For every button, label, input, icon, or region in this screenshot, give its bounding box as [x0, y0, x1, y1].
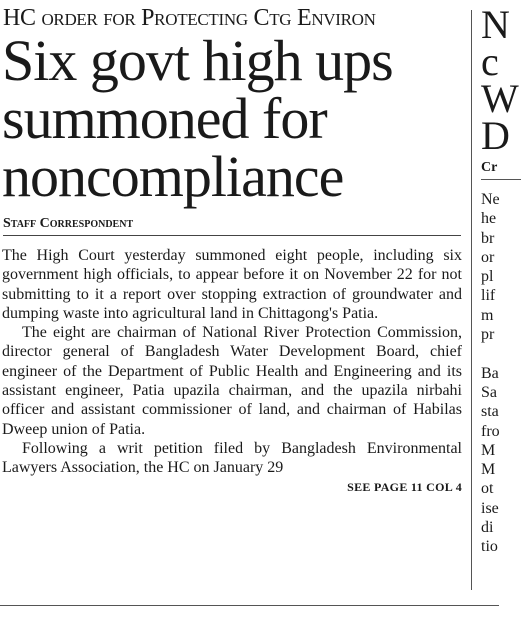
main-article	[0, 4, 466, 596]
side-headline-line: N	[481, 2, 510, 47]
side-body-line: fro	[481, 422, 500, 440]
side-headline-line: c	[481, 39, 499, 84]
side-body	[481, 190, 521, 557]
side-body-line: sta	[481, 403, 499, 421]
side-article	[481, 2, 521, 557]
side-body-line: pr	[481, 326, 495, 344]
article-headline: Six govt high ups summoned for noncompliance	[2, 28, 393, 209]
article-body	[2, 246, 462, 478]
column-divider	[471, 10, 472, 590]
article-byline: Staff Correspondent	[3, 216, 461, 236]
side-headline-line: D	[481, 113, 510, 158]
continuation-note: SEE PAGE 11 COL 4	[347, 479, 462, 494]
article-paragraph: The eight are chairman of National River Protection Commission, director general of Bangladesh Water Development Board, chief engineer of the Department of Public Health and Engineering and its assistant engineer, Patia upazila chairman, and the upazila nirbahi officer and assistant commissioner of land, and chairman of Habilas Dweep union of Patia.	[2, 324, 462, 438]
side-headline-line: W	[481, 76, 519, 121]
side-body-line: di	[481, 519, 494, 537]
article-paragraph: Following a writ petition filed by Bangladesh Environmental Lawyers Association, the HC on January 29	[2, 439, 462, 477]
side-body-line: ot	[481, 480, 494, 498]
side-body-line: tio	[481, 538, 498, 556]
side-body-line: he	[481, 210, 497, 228]
side-body-line: pl	[481, 268, 494, 286]
side-body-line: M	[481, 461, 496, 479]
article-paragraph: The High Court yesterday summoned eight people, including six government high officials, to appear before it on November 22 for not submitting to it a report over stopping extraction of groundwater and dumping waste into agricultural land in Chittagong's Patia.	[2, 247, 462, 322]
side-body-line: ise	[481, 499, 499, 517]
side-body-line: m	[481, 306, 494, 324]
side-body-line: Sa	[481, 383, 497, 401]
side-headline	[481, 2, 521, 158]
side-body-line: or	[481, 248, 495, 266]
side-body-line: M	[481, 441, 496, 459]
side-body-line: Ne	[481, 191, 500, 208]
side-byline: Cr	[481, 160, 521, 180]
paragraph-gap	[481, 344, 521, 363]
side-body-line: lif	[481, 287, 496, 305]
side-body-line: Ba	[481, 364, 499, 382]
bottom-rule	[0, 605, 499, 606]
side-body-line: br	[481, 229, 495, 247]
article-kicker: HC order for Protecting Ctg Environ	[3, 5, 376, 31]
